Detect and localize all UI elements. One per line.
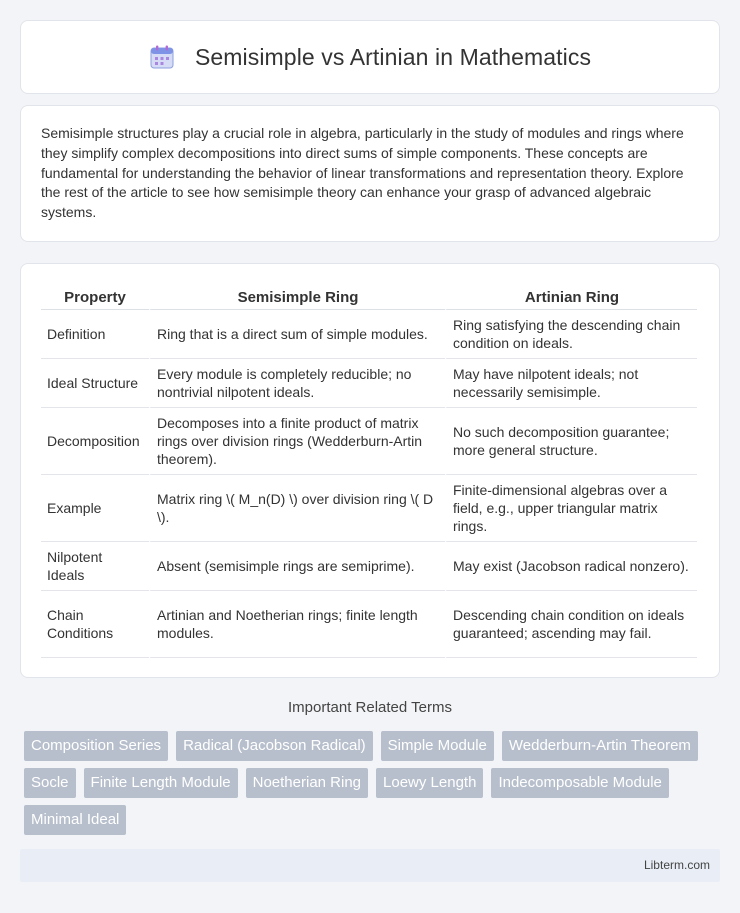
footer-site-link[interactable]: Libterm.com (643, 858, 710, 872)
title-wrap (149, 44, 591, 71)
table-cell-property: Chain Conditions (41, 591, 149, 658)
related-term-tag[interactable]: Socle (24, 768, 76, 798)
page-title: Semisimple vs Artinian in Mathematics (194, 43, 592, 70)
table-row (41, 408, 697, 475)
table-cell-semisimple: Matrix ring \( M_n(D) \) over division ring \( D \). (149, 475, 445, 542)
table-cell-artinian: May exist (Jacobson radical nonzero). (445, 542, 697, 591)
table-row (41, 475, 697, 542)
table-cell-artinian: Finite-dimensional algebras over a field, e.g., upper triangular matrix rings. (445, 475, 697, 542)
related-term-tag[interactable]: Indecomposable Module (491, 768, 668, 798)
table-row (41, 359, 697, 408)
table-cell-property: Nilpotent Ideals (41, 542, 149, 591)
related-term-tag[interactable]: Finite Length Module (84, 768, 238, 798)
table-cell-semisimple: Decomposes into a finite product of matrix rings over division rings (Wedderburn-Artin theorem). (149, 408, 445, 475)
related-term-tag[interactable]: Simple Module (381, 731, 494, 761)
related-term-tag[interactable]: Loewy Length (376, 768, 483, 798)
table-cell-semisimple: Ring that is a direct sum of simple modules. (149, 310, 445, 359)
column-header-semisimple: Semisimple Ring (149, 281, 445, 310)
table-cell-artinian: Descending chain condition on ideals guaranteed; ascending may fail. (445, 591, 697, 658)
intro-card (20, 105, 720, 242)
related-terms-list (24, 731, 724, 835)
header-card (20, 20, 720, 94)
related-terms-heading: Important Related Terms (288, 699, 452, 716)
calendar-icon (149, 44, 175, 70)
table-cell-artinian: No such decomposition guarantee; more general structure. (445, 408, 697, 475)
table-cell-semisimple: Every module is completely reducible; no nontrivial nilpotent ideals. (149, 359, 445, 408)
footer (20, 849, 720, 882)
column-header-artinian: Artinian Ring (445, 281, 697, 310)
related-term-tag[interactable]: Minimal Ideal (24, 805, 126, 835)
table-cell-property: Decomposition (41, 408, 149, 475)
column-header-property: Property (41, 281, 149, 310)
related-term-tag[interactable]: Radical (Jacobson Radical) (176, 731, 373, 761)
table-cell-semisimple: Artinian and Noetherian rings; finite length modules. (149, 591, 445, 658)
table-row (41, 591, 697, 658)
table-row (41, 542, 697, 591)
related-term-tag[interactable]: Noetherian Ring (246, 768, 368, 798)
table-cell-property: Example (41, 475, 149, 542)
related-term-tag[interactable]: Composition Series (24, 731, 168, 761)
table-cell-property: Ideal Structure (41, 359, 149, 408)
table-cell-semisimple: Absent (semisimple rings are semiprime). (149, 542, 445, 591)
comparison-table-card (20, 263, 720, 678)
intro-paragraph: Semisimple structures play a crucial role in algebra, particularly in the study of modules and rings where they simplify complex decompositions into direct sums of simple components. These concepts are fundamental for understanding the behavior of linear transformations and representation theory. Explore the rest of the article to see how semisimple theory can enhance your grasp of advanced algebraic systems. (41, 125, 684, 221)
table-row (41, 310, 697, 359)
table-cell-artinian: Ring satisfying the descending chain condition on ideals. (445, 310, 697, 359)
related-term-tag[interactable]: Wedderburn-Artin Theorem (502, 731, 698, 761)
comparison-table (41, 281, 697, 658)
table-cell-property: Definition (41, 310, 149, 359)
table-cell-artinian: May have nilpotent ideals; not necessarily semisimple. (445, 359, 697, 408)
table-header-row (41, 281, 697, 310)
